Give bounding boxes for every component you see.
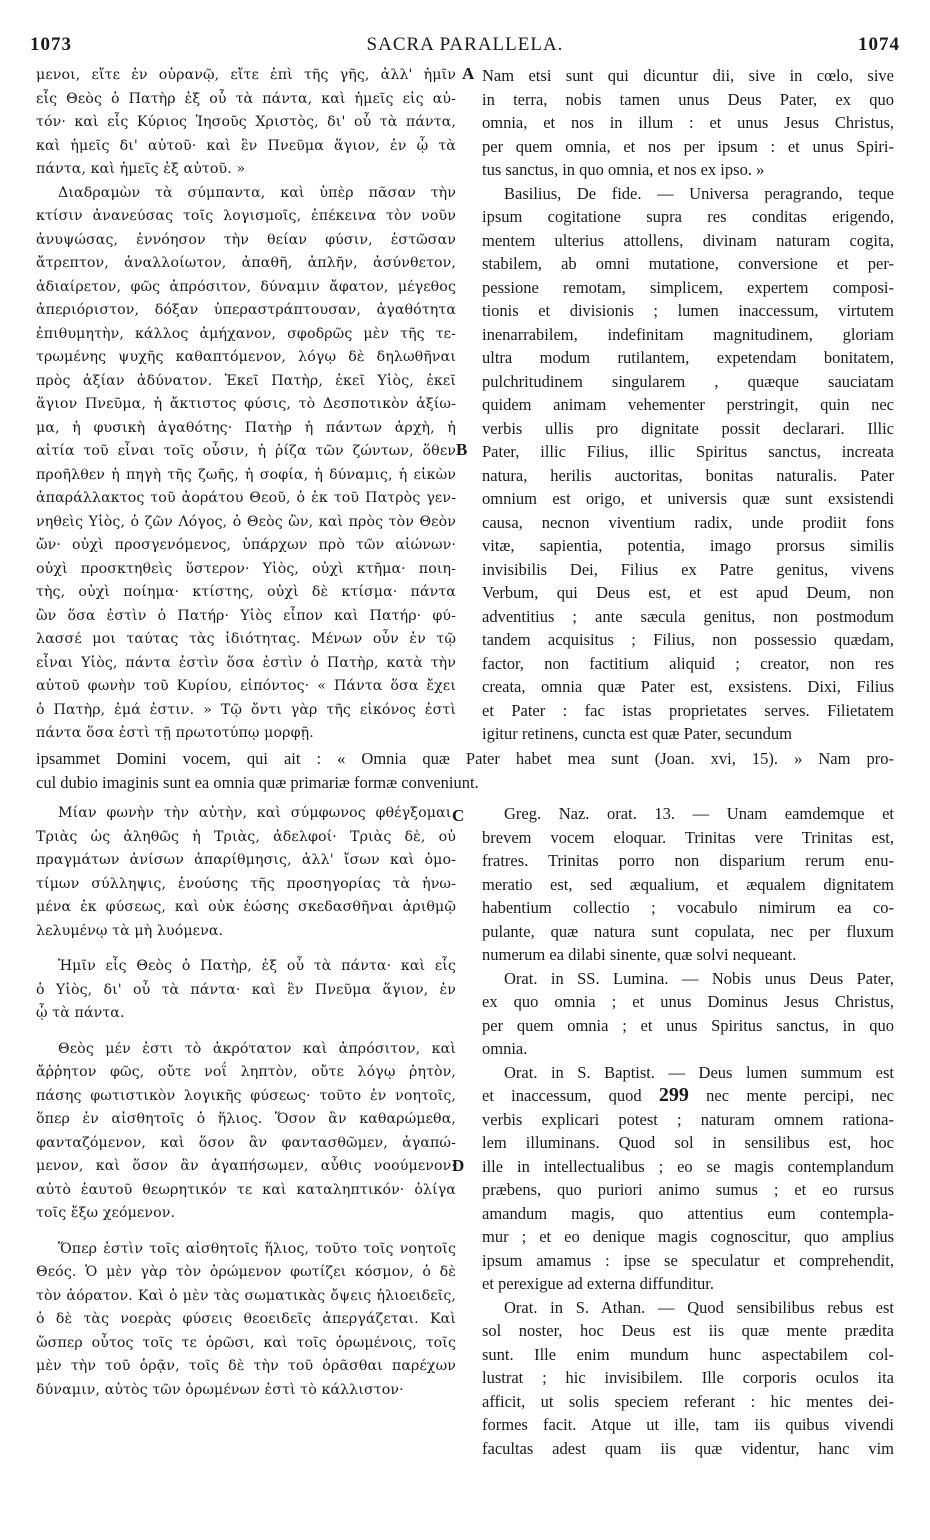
text-line: Greg. Naz. orat. 13. — Unam eamdemque et bbox=[504, 804, 894, 823]
text-line: ᾧ τὰ πάντα. bbox=[36, 1005, 125, 1021]
text-line: Θεός. Ὁ μὲν γὰρ τὸν ὁρώμενον φωτίζει κόσμον, ὁ δὲ bbox=[36, 1264, 456, 1280]
text-line: δύναμιν, αὐτὸς τῶν ὁρωμένων ἐστὶ τὸ κάλλιστον· bbox=[36, 1381, 404, 1398]
text-line: per quem omnia, et nos per ipsum : et unus Spiri- bbox=[482, 136, 894, 156]
text-line: ἅγιον Πνεῦμα, ἡ ἄκτιστος φύσις, τὸ Δεσποτικὸν ἀξίω- bbox=[36, 396, 456, 412]
text-line: cul dubio imaginis sunt ea omnia quæ primariæ formæ conveniunt. bbox=[36, 772, 479, 792]
text-line: ille in intellectualibus ; eo se magis contemplandum bbox=[482, 1156, 894, 1176]
text-line: Nam etsi sunt qui dicuntur dii, sive in cœlo, sive bbox=[482, 66, 894, 85]
text-line: omnium est origo, et universis quæ sunt exsistendi bbox=[482, 489, 894, 508]
text-line: μενον, καὶ ὅσον ἂν ἀγαπήσωμεν, αὖθις νοούμενον· bbox=[36, 1158, 456, 1174]
text-line: formes facit. Atque ut ille, tam iis quibus vivendi bbox=[482, 1415, 894, 1434]
text-line: ultra modum rutilantem, expetendam bonitatem, bbox=[482, 348, 894, 367]
greek-column-bottom bbox=[36, 802, 456, 1402]
text-line: et Pater : fac istas proprietates serves. Filietatem bbox=[482, 700, 894, 720]
text-line: amandum magis, quo attentius eum contempla- bbox=[482, 1203, 894, 1223]
text-fragment: et inaccessum, quod bbox=[482, 1086, 659, 1105]
text-line: adventitius ; ante sæcula genitus, non postmodum bbox=[482, 606, 894, 626]
text-line: ἀνυψώσας, ἐννόησον τὴν θείαν φύσιν, ἑστῶσαν bbox=[36, 231, 456, 248]
text-line: per quem omnia ; et unus Spiritus sanctus, in quo bbox=[482, 1015, 894, 1035]
text-line: λασσέ μοι ταύτας τὰς ἰδιότητας. Μένων οὖν ἐν τῷ bbox=[36, 631, 456, 647]
text-line: Orat. in S. Athan. — Quod sensibilibus rebus est bbox=[504, 1297, 894, 1317]
text-line: sol noster, hoc Deus est iis quæ mente prædita bbox=[482, 1321, 894, 1340]
text-line: quidem animam vehementer perstringit, quin nec bbox=[482, 395, 894, 414]
text-line: sunt. Ille enim mundum hunc aspectabilem col- bbox=[482, 1344, 894, 1364]
text-line: tus sanctus, in quo omnia, et nos ex ipso. » bbox=[482, 160, 765, 179]
column-number: 299 bbox=[658, 1084, 689, 1106]
text-line-with-column-number bbox=[482, 1084, 894, 1108]
text-line: ipsum cogitatione supra res conditas erigendo, bbox=[482, 207, 894, 226]
text-line: creata, omnia quæ Pater est, exsistens. Dixi, Filius bbox=[482, 677, 894, 696]
text-line: verbis ullis pro dignitate possit declarari. Illic bbox=[482, 418, 894, 438]
text-line: facultas adest quam iis quæ videntur, hanc vim bbox=[482, 1438, 894, 1458]
text-line: stabilem, ab omni mutatione, conversione et per- bbox=[482, 254, 894, 273]
margin-marker-b: B bbox=[456, 440, 468, 459]
text-line: τόν· καὶ εἷς Κύριος Ἰησοῦς Χριστὸς, δι' οὗ τὰ πάντα, bbox=[36, 114, 456, 130]
text-line: Basilius, De fide. — Universa peragrando, teque bbox=[504, 183, 894, 203]
text-line: pessione remotam, simplicem, expertem composi- bbox=[482, 277, 894, 297]
text-line: τὸν ἀόρατον. Καὶ ὁ μὲν τὰς σωματικὰς ὄψεις ἡλιοειδεῖς, bbox=[36, 1287, 456, 1304]
text-line: πραγμάτων ἀνίσων ἀπαρίθμησις, ἀλλ' ἴσων καὶ ὁμο- bbox=[36, 852, 456, 868]
text-line: εἷς Θεὸς ὁ Πατὴρ ἐξ οὗ τὰ πάντα, καὶ ἡμεῖς εἰς αὐ- bbox=[36, 90, 456, 107]
text-line: οὐχὶ προσκτηθεὶς ὕστερον· Υἱὸς, οὐχὶ κτῆμα· ποιη- bbox=[36, 560, 456, 577]
paragraph-gap bbox=[36, 1026, 456, 1038]
text-line: ἐπιθυμητὴν, κάλλος ἀμήχανον, σφοδρῶς μὲν τῆς τε- bbox=[36, 325, 456, 342]
text-line: Ὅπερ ἐστὶν τοῖς αἰσθητοῖς ἥλιος, τοῦτο τοῖς νοητοῖς bbox=[58, 1240, 456, 1257]
text-line: causa, necnon viventium radix, unde prodiit fons bbox=[482, 512, 894, 532]
text-line: Διαδραμὼν τὰ σύμπαντα, καὶ ὑπὲρ πᾶσαν τὴν bbox=[58, 184, 456, 201]
text-line: tionis et divisionis ; lumen inaccessum, virtutem bbox=[482, 301, 894, 320]
text-line: et perexigue ad externa diffunditur. bbox=[482, 1274, 714, 1293]
text-line: ὥσπερ οὗτος τοῖς τε ὁρῶσι, καὶ τοῖς ὁρωμένοις, τοῖς bbox=[36, 1334, 456, 1351]
text-line: omnia. bbox=[482, 1039, 528, 1058]
text-line: αἰτία τοῦ εἶναι τοῖς οὖσιν, ἡ ῥίζα τῶν ζώντων, ὅθεν bbox=[36, 443, 456, 459]
latin-column-bottom bbox=[482, 802, 894, 1460]
full-width-text bbox=[36, 747, 894, 794]
text-line: afficit, ut solis speciem referant : hic mentes dei- bbox=[482, 1391, 894, 1411]
text-line: καὶ ἡμεῖς δι' αὐτοῦ· καὶ ἓν Πνεῦμα ἅγιον, ἐν ᾧ τὰ bbox=[36, 137, 456, 154]
page-header bbox=[30, 34, 900, 64]
text-line: ἀπεριόριστον, δόξαν ὑπεραστράπτουσαν, ἀγαθότητα bbox=[36, 302, 456, 318]
running-title: SACRA PARALLELA. bbox=[366, 34, 564, 55]
text-line: habentium collectio ; vocabulo nimirum ea co- bbox=[482, 898, 894, 917]
text-line: ὤν· οὐχὶ προσγενόμενος, ὑπάρχων πρὸ τῶν αἰώνων· bbox=[36, 537, 456, 553]
text-line: πρὸς ἀξίαν ἀδύνατον. Ἐκεῖ Πατὴρ, ἐκεῖ Υἱὸς, ἐκεῖ bbox=[36, 372, 456, 389]
text-line: μένα ἐκ φύσεως, καὶ οὐκ ἐώσης σκεδασθῆναι ἀριθμῷ bbox=[36, 899, 456, 915]
margin-marker-d: D bbox=[452, 1156, 465, 1175]
text-line: tandem acquisitus ; Filius, non possessio quædam, bbox=[482, 630, 894, 649]
text-line: mur ; et eo denique magis cognoscitur, quo amplius bbox=[482, 1227, 894, 1246]
text-line: verbis explicari potest ; naturam omnem rationa- bbox=[482, 1109, 894, 1129]
text-line: in terra, nobis tamen unus Deus Pater, ex quo bbox=[482, 89, 894, 109]
text-line: Μίαν φωνὴν τὴν αὐτὴν, καὶ σύμφωνος φθέγξομαι. bbox=[58, 805, 456, 821]
greek-column-top bbox=[36, 64, 456, 746]
text-line: Pater, illic Filius, illic Spiritus sanctus, increata bbox=[482, 442, 894, 461]
text-line: igitur retinens, cuncta est quæ Pater, secundum bbox=[482, 724, 793, 743]
text-line: λελυμένῳ τὰ μὴ λυόμενα. bbox=[36, 922, 224, 939]
text-line: κτίσιν ἀνανεύσας τοῖς λογισμοῖς, ἐπέκεινα τὸν νοῦν bbox=[36, 208, 456, 224]
text-line: ipsum amamus : ipse se speculatur et comprehendit, bbox=[482, 1250, 894, 1270]
text-line: τὴς, οὐχὶ ποίημα· κτίστης, οὐχὶ δὲ κτίσμα· πάντα bbox=[36, 584, 456, 600]
paragraph-gap bbox=[36, 1226, 456, 1238]
text-line: ἀδιαίρετον, φῶς ἀπρόσιτον, δύναμιν ἄφατον, μέγεθος bbox=[36, 278, 456, 295]
text-line: vitæ, sapientia, potentia, imago prorsus similis bbox=[482, 536, 894, 555]
text-line: Ἡμῖν εἷς Θεὸς ὁ Πατὴρ, ἐξ οὗ τὰ πάντα· καὶ εἷς bbox=[58, 958, 456, 974]
text-fragment: nec mente percipi, nec bbox=[688, 1086, 894, 1105]
paragraph-gap bbox=[36, 943, 456, 955]
text-line: πάντα, καὶ ἡμεῖς ἐξ αὐτοῦ. » bbox=[36, 161, 246, 177]
text-line: pulchritudinem singularem , quæque sauciatam bbox=[482, 371, 894, 391]
text-line: ὁ Υἱὸς, δι' οὗ τὰ πάντα· καὶ ἓν Πνεῦμα ἅγιον, ἐν bbox=[36, 981, 456, 998]
margin-marker-a: A bbox=[462, 64, 475, 83]
text-line: Orat. in SS. Lumina. — Nobis unus Deus Pater, bbox=[504, 968, 894, 988]
text-line: numerum ea dilabi sinente, quæ solvi nequeant. bbox=[482, 945, 797, 964]
text-line: εἶναι Υἱὸς, πάντα ἐστὶν ὅσα ἐστὶν ὁ Πατὴρ, κατὰ τὴν bbox=[36, 654, 456, 671]
text-line: μὲν τὴν τοῦ ὁρᾷν, τοῖς δὲ τὴν τοῦ ὁρᾶσθαι παρέχων bbox=[36, 1358, 456, 1374]
text-line: pulante, quæ natura sunt copulata, nec per fluxum bbox=[482, 921, 894, 941]
text-line: ipsammet Domini vocem, qui ait : « Omnia quæ Pater habet mea sunt (Joan. xvi, 15). » Nam pro- bbox=[36, 749, 894, 768]
text-line: præbens, quo puriori animo sumus ; et eo rursus bbox=[482, 1180, 894, 1199]
text-line: τοῖς ἔξω χεόμενον. bbox=[36, 1205, 176, 1221]
text-line: Τριὰς ὡς ἀληθῶς ἡ Τριὰς, ἀδελφοί· Τριὰς δὲ, οὐ bbox=[36, 828, 456, 845]
text-line: Orat. in S. Baptist. — Deus lumen summum est bbox=[504, 1062, 894, 1082]
text-line: invisibilis Dei, Filius ex Patre genitus, vivens bbox=[482, 559, 894, 579]
text-line: natura, herilis auctoritas, bonitas naturalis. Pater bbox=[482, 465, 894, 485]
latin-column-top bbox=[482, 64, 894, 746]
text-line: φανταζόμενον, καὶ ὅσον ἂν φαντασθῶμεν, ἀγαπώ- bbox=[36, 1134, 456, 1151]
text-line: μα, ἡ φυσικὴ ἀγαθότης· Πατὴρ ἡ πάντων ἀρχὴ, ἡ bbox=[36, 419, 456, 436]
text-line: τίμων σύλληψις, ἑνούσης τῆς προσηγορίας τὰ ἡνω- bbox=[36, 875, 456, 892]
text-line: lem illuminans. Quod sol in sensilibus est, hoc bbox=[482, 1133, 894, 1152]
text-line: factor, non factitium aliquid ; creator, non res bbox=[482, 653, 894, 673]
text-line: ἄτρεπτον, ἀναλλοίωτον, ἀπαθῆ, ἁπλῆν, ἀσύνθετον, bbox=[36, 255, 456, 271]
text-line: inenarrabilem, indefinitam magnitudinem, gloriam bbox=[482, 324, 894, 344]
text-line: ἀπαράλλακτος τοῦ ἀοράτου Θεοῦ, ὁ ἐκ τοῦ Πατρὸς γεν- bbox=[36, 490, 456, 506]
text-line: προῆλθεν ἡ πηγὴ τῆς ζωῆς, ἡ σοφία, ἡ δύναμις, ἡ εἰκὼν bbox=[36, 466, 456, 483]
text-line: αὐτοῦ φωνὴν τοῦ Κυρίου, εἰπόντος· « Πάντα ὅσα ἔχει bbox=[36, 678, 456, 694]
text-line: Verbum, qui Deus est, et est apud Deum, non bbox=[482, 583, 894, 602]
text-line: mentem ulterius attollens, divinam naturam cogita, bbox=[482, 230, 894, 250]
text-line: πάσης φωτιστικὸν λογικῆς φύσεως· τοῦτο ἐν νοητοῖς, bbox=[36, 1087, 456, 1104]
text-line: meratio est, sed æqualium, et æqualem dignitatem bbox=[482, 874, 894, 894]
page-number-right: 1074 bbox=[858, 34, 900, 55]
text-line: brevem vocem eloquar. Trinitas vere Trinitas est, bbox=[482, 827, 894, 847]
text-line: lustrat ; hic invisibilem. Ille corporis oculos ita bbox=[482, 1368, 894, 1387]
text-line: ὁ Πατὴρ, ἐμά ἐστιν. » Τῷ ὄντι γὰρ τῆς εἰκόνος ἐστὶ bbox=[36, 701, 456, 718]
text-line: ὁ δὲ τὰς νοερὰς φύσεις θεοειδεῖς ἀπεργάζεται. Καὶ bbox=[36, 1311, 456, 1327]
margin-marker-c: C bbox=[452, 806, 465, 825]
text-line: μενοι, εἴτε ἐν οὐρανῷ, εἴτε ἐπὶ τῆς γῆς, ἀλλ' ἡμῖν bbox=[36, 67, 456, 83]
text-line: τρωμένης ψυχῆς καθαπτόμενον, λόγῳ δὲ δηλωθῆναι bbox=[36, 349, 456, 365]
text-line: fratres. Trinitas porro non disparium rerum enu- bbox=[482, 851, 894, 870]
text-line: αὐτὸ ἑαυτοῦ θεωρητικόν τε καὶ καταληπτικόν· ὀλίγα bbox=[36, 1181, 456, 1198]
text-line: νηθεὶς Υἱὸς, ὁ ζῶν Λόγος, ὁ Θεὸς ὢν, καὶ πρὸς τὸν Θεὸν bbox=[36, 513, 456, 530]
text-line: ἄῤῥητον φῶς, οὔτε νοΐ ληπτὸν, οὔτε λόγῳ ῥητὸν, bbox=[36, 1064, 456, 1080]
text-line: ὢν ὅσα ἐστὶν ὁ Πατήρ· Υἱὸς εἶπον καὶ Πατήρ· φύ- bbox=[36, 607, 456, 624]
text-line: ὅπερ ἐν αἰσθητοῖς ὁ ἥλιος. Ὅσον ἂν καθαρώμεθα, bbox=[36, 1111, 456, 1127]
text-line: πάντα ὅσα ἐστὶ τῇ πρωτοτύπῳ μορφῇ. bbox=[36, 725, 314, 741]
page-number-left: 1073 bbox=[30, 34, 72, 55]
text-line: Θεὸς μέν ἐστι τὸ ἀκρότατον καὶ ἀπρόσιτον, καὶ bbox=[58, 1040, 456, 1057]
text-line: ex quo omnia ; et unus Dominus Jesus Christus, bbox=[482, 992, 894, 1011]
text-line: omnia, et nos in illum : et unus Jesus Christus, bbox=[482, 113, 894, 132]
